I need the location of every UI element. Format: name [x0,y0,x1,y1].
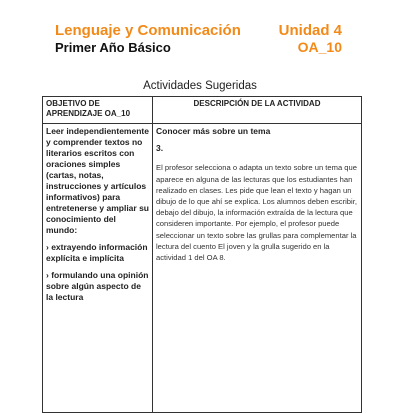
grade-title: Primer Año Básico [55,40,171,55]
section-title: Actividades Sugeridas [143,80,257,92]
objective-bullet: › extrayendo información explícita e implícita [46,242,148,263]
objective-column-header: OBJETIVO DE APRENDIZAJE OA_10 [43,97,153,124]
activities-table [42,96,362,413]
activity-title: Conocer más sobre un tema [156,126,271,136]
objective-cell [43,124,153,413]
document-header-right [279,22,342,56]
activity-cell [153,124,362,413]
activity-number: 3. [156,143,164,154]
table-row [43,124,362,413]
activity-column-header: DESCRIPCIÓN DE LA ACTIVIDAD [153,97,362,124]
objective-code: OA_10 [297,39,342,55]
subject-title: Lenguaje y Comunicación [55,22,241,39]
activity-description: El profesor selecciona o adapta un texto sobre un tema que aparece en alguna de las lecturas que los estudiantes han realizado en clases. Les pide que lean el texto y hagan un dibujo de lo que ahí se explica. Los alumnos deben escribir, debajo del dibujo, la información extraída de la lectura que consideren importante. Por ejemplo, el profesor puede seleccionar un texto sobre las grullas para complementar la lectura del cuento El joven y la grulla sugerido en la actividad 1 del OA 8. [156,163,357,263]
unit-title: Unidad 4 [278,22,342,39]
table-header-row [43,97,362,124]
objective-bullet: › formulando una opinión sobre algún aspecto de la lectura [46,270,149,302]
objective-text: Leer independientemente y comprender textos no literarios escritos con oraciones simples (cartas, notas, instrucciones y artículos informativos) para entretenerse y ampliar su conocimiento del mundo: [46,126,149,235]
document-header-left [55,22,241,56]
